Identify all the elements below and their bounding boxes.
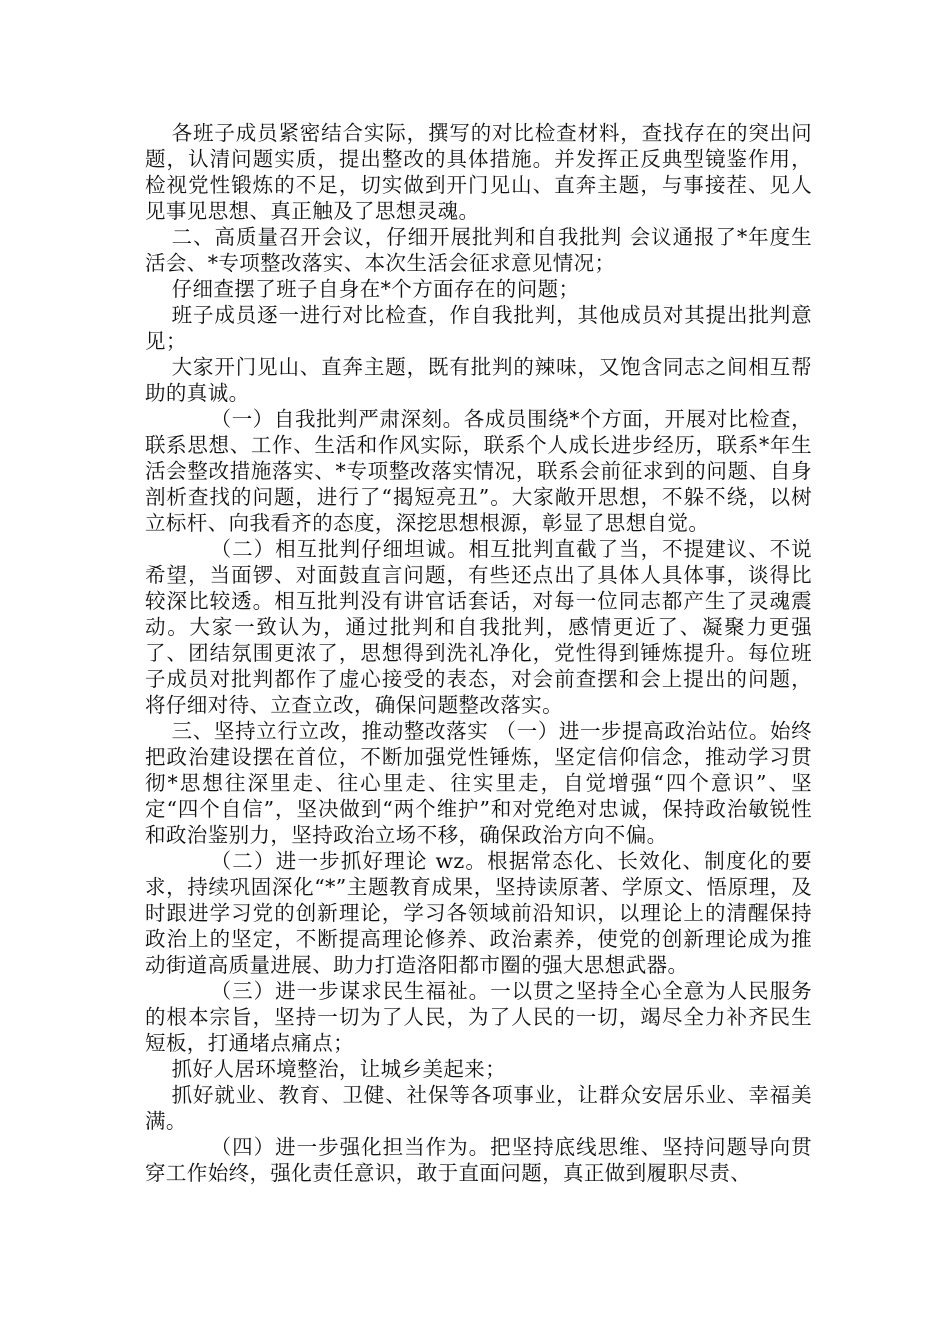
paragraph-responsibility: （四）进一步强化担当作为。把坚持底线思维、坚持问题导向贯穿工作始终，强化责任意识，敢于直面问题，真正做到履职尽责、 [145,1135,812,1185]
paragraph-self-criticism: （一）自我批判严肃深刻。各成员围绕*个方面，开展对比检查，联系思想、工作、生活和作风实际，联系个人成长进步经历，联系*年生活会整改措施落实、*专项整改落实情况，联系会前征求到的问题、自身剖析查找的问题，进行了“揭短亮丑”。大家敞开思想，不躲不绕，以树立标杆、向我看齐的态度，深挖思想根源，彰显了思想自觉。 [145,407,812,535]
paragraph-team-materials: 各班子成员紧密结合实际，撰写的对比检查材料，查找存在的突出问题，认清问题实质，提出整改的具体措施。并发挥正反典型镜鉴作用，检视党性锻炼的不足，切实做到开门见山、直奔主题，与事接茬、见人见事见思想、真正触及了思想灵魂。 [145,121,812,223]
paragraph-member-check: 班子成员逐一进行对比检查，作自我批判，其他成员对其提出批判意见； [145,303,812,353]
paragraph-theory-study: （二）进一步抓好理论 wz。根据常态化、长效化、制度化的要求，持续巩固深化“*”主题教育成果，坚持读原著、学原文、悟原理，及时跟进学习党的创新理论，学习各领域前沿知识，以理论上的清醒保持政治上的坚定，不断提高理论修养、政治素养，使党的创新理论成为推动街道高质量进展、助力打造洛阳都市圈的强大思想武器。 [145,849,812,977]
paragraph-livelihood: （三）进一步谋求民生福祉。一以贯之坚持全心全意为人民服务的根本宗旨，坚持一切为了人民，为了人民的一切，竭尽全力补齐民生短板，打通堵点痛点； [145,979,812,1055]
paragraph-employment: 抓好就业、教育、卫健、社保等各项事业，让群众安居乐业、幸福美满。 [145,1083,812,1133]
paragraph-section-three-heading: 三、坚持立行立改，推动整改落实 （一）进一步提高政治站位。始终把政治建设摆在首位，不断加强党性锤炼，坚定信仰信念，推动学习贯彻*思想往深里走、往心里走、往实里走，自觉增强“四个意识”、坚定“四个自信”，坚决做到“两个维护”和对党绝对忠诚，保持政治敏锐性和政治鉴别力，坚持政治立场不移，确保政治方向不偏。 [145,719,812,847]
paragraph-open-discussion: 大家开门见山、直奔主题，既有批判的辣味，又饱含同志之间相互帮助的真诚。 [145,355,812,405]
paragraph-mutual-criticism: （二）相互批判仔细坦诚。相互批判直截了当，不提建议、不说希望，当面锣、对面鼓直言问题，有些还点出了具体人具体事，谈得比较深比较透。相互批判没有讲官话套话，对每一位同志都产生了灵魂震动。大家一致认为，通过批判和自我批判，感情更近了、凝聚力更强了、团结氛围更浓了，思想得到洗礼净化，党性得到锤炼提升。每位班子成员对批判都作了虚心接受的表态，对会前查摆和会上提出的问题，将仔细对待、立查立改，确保问题整改落实。 [145,537,812,717]
paragraph-issues-review: 仔细查摆了班子自身在*个方面存在的问题； [171,277,580,301]
paragraph-section-two-heading: 二、高质量召开会议，仔细开展批判和自我批判 会议通报了*年度生活会、*专项整改落实、本次生活会征求意见情况； [145,225,812,275]
document-body [145,120,812,1186]
paragraph-environment: 抓好人居环境整治，让城乡美起来； [171,1057,507,1081]
